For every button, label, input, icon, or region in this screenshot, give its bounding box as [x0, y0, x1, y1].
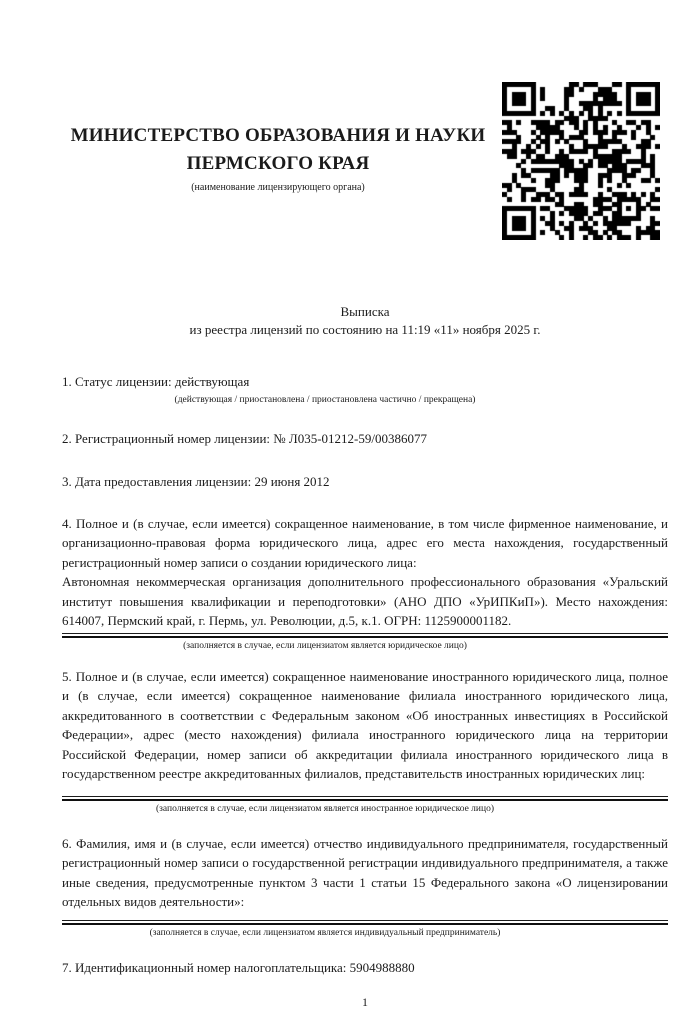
ministry-caption: (наименование лицензирующего органа): [191, 182, 365, 193]
document-body: [62, 303, 668, 1013]
registration-number-text: 2. Регистрационный номер лицензии: № Л035-01212-59/00386077: [62, 430, 428, 446]
entrepreneur-item: [62, 834, 668, 940]
extract-title: Выписка: [340, 304, 390, 319]
license-date-text: 3. Дата предоставления лицензии: 29 июня 2012: [62, 474, 330, 489]
entrepreneur-note: (заполняется в случае, если лицензиатом является индивидуальный предприниматель): [149, 927, 501, 938]
licensing-authority-block: [62, 122, 494, 194]
entrepreneur-rule: [62, 920, 668, 925]
legal-entity-item: [62, 514, 668, 653]
ministry-name-line2: ПЕРМСКОГО КРАЯ: [186, 153, 370, 174]
ministry-name: [62, 122, 494, 178]
qr-code-icon: [502, 82, 660, 240]
foreign-entity-label: 5. Полное и (в случае, если имеется) сокращенное наименование иностранного юридического лица, полное и (в случае, если имеется) сокращенное наименование филиала иностранного юридического лица, аккредитованного в соответствии с Федеральным законом «Об иностранных инвестициях в Российской Федерации», адрес (место нахождения) филиала иностранного юридического лица на территории Российской Федерации, номер записи об аккредитации филиала иностранного юридического лица в государственном реестре аккредитованных филиалов, представительств иностранных юридических лиц:: [62, 668, 668, 781]
registration-number-item: [62, 429, 668, 449]
license-date-item: [62, 472, 668, 492]
foreign-entity-rule: [62, 796, 668, 801]
extract-title-block: [62, 303, 668, 339]
legal-entity-label: 4. Полное и (в случае, если имеется) сокращенное наименование, в том числе фирменное наименование, и организационно-правовая форма юридического лица, адрес его места нахождения, государственный регистрационный номер записи о создании юридического лица:: [62, 515, 668, 570]
legal-entity-note: (заполняется в случае, если лицензиатом является юридическое лицо): [183, 640, 467, 651]
foreign-entity-note: (заполняется в случае, если лицензиатом является иностранное юридическое лицо): [156, 803, 494, 814]
taxpayer-number-text: 7. Идентификационный номер налогоплательщика: 5904988880: [62, 959, 415, 975]
legal-entity-rule: [62, 633, 668, 638]
license-status-note: (действующая / приостановлена / приостановлена частично / прекращена): [174, 394, 476, 405]
license-status-item: [62, 372, 668, 407]
extract-subtitle: из реестра лицензий по состоянию на 11:19 «11» ноября 2025 г.: [189, 322, 541, 337]
taxpayer-number-item: [62, 958, 668, 978]
ministry-name-line1: МИНИСТЕРСТВО ОБРАЗОВАНИЯ И НАУКИ: [70, 125, 486, 146]
entrepreneur-label: 6. Фамилия, имя и (в случае, если имеется) отчество индивидуального предпринимателя, государственный регистрационный номер записи о государственной регистрации индивидуального предпринимателя, а также иные сведения, предусмотренные пунктом 3 части 1 статьи 15 Федерального закона «О лицензировании отдельных видов деятельности»:: [62, 835, 668, 909]
legal-entity-value: Автономная некоммерческая организация дополнительного профессионального образования «Уральский институт повышения квалификации и переподготовки» (АНО ДПО «УрИПКиП»). Место нахождения: 614007, Пермский край, г. Пермь, ул. Революции, д.5, к.1. ОГРН: 1125900001182.: [62, 574, 668, 628]
foreign-entity-item: [62, 667, 668, 816]
page-number: 1: [362, 995, 368, 1009]
document-header: [0, 0, 700, 245]
license-status-text: 1. Статус лицензии: действующая: [62, 374, 250, 389]
